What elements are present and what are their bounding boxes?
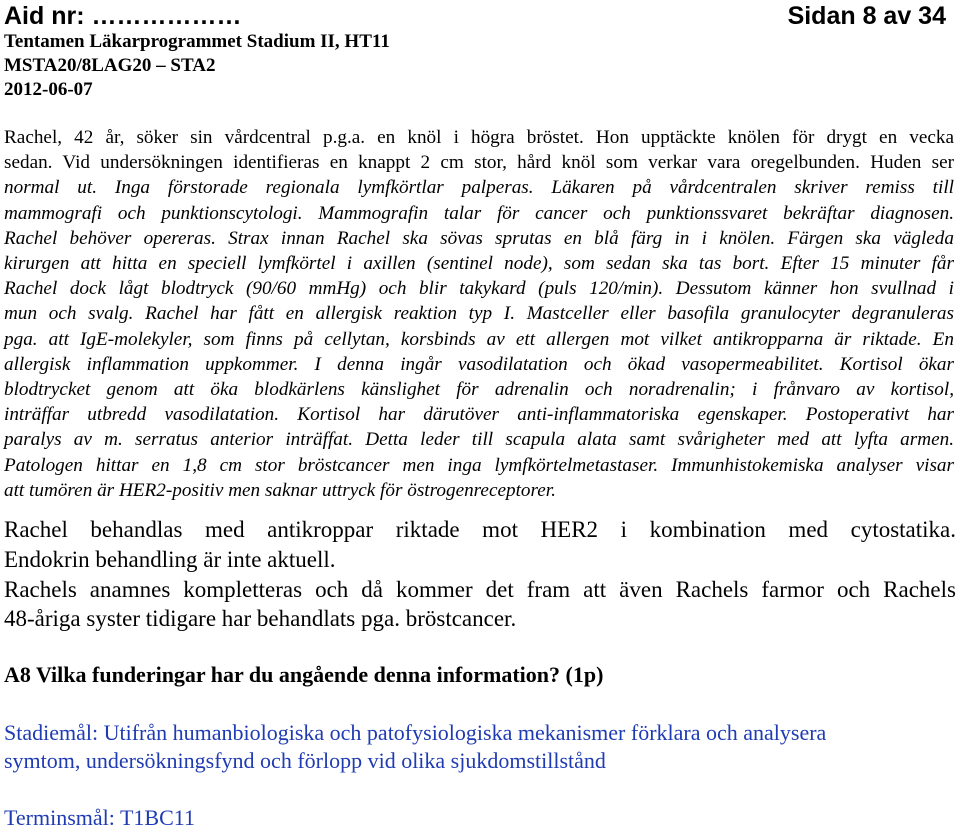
anamnesis-line: 48-åriga syster tidigare har behandlats pga. bröstcancer. <box>4 606 517 631</box>
stage-goal-line: symtom, undersökningsfynd och förlopp vid olika sjukdomstillstånd <box>4 748 606 773</box>
course-code: MSTA20/8LAG20 – STA2 <box>4 55 216 76</box>
case-line: blodtrycket genom att öka blodkärlens känslighet för adrenalin och noradrenalin; i frånvaro av kortisol, <box>4 379 954 401</box>
aid-number: Aid nr: ……………… <box>4 2 242 30</box>
exam-title: Tentamen Läkarprogrammet Stadium II, HT11 <box>4 31 390 52</box>
case-line: pga. att IgE-molekyler, som finns på cellytan, korsbinds av ett allergen mot vilket antikropparna är riktade. En <box>4 328 954 350</box>
treatment-paragraph <box>4 515 956 575</box>
exam-date: 2012-06-07 <box>4 79 93 100</box>
case-line: allergisk inflammation uppkommer. I denna ingår vasodilatation och ökad vasopermeabilitet. Kortisol ökar <box>4 353 954 375</box>
case-line: normal ut. Inga förstorade regionala lymfkörtlar palperas. Läkaren på vårdcentralen skriver remiss till <box>4 177 954 199</box>
case-line: sedan. Vid undersökningen identifieras en knappt 2 cm stor, hård knöl som verkar vara oregelbunden. Huden ser <box>4 152 954 174</box>
anamnesis-line: Rachels anamnes kompletteras och då kommer det fram att även Rachels farmor och Rachels <box>4 577 956 602</box>
case-line: Rachel, 42 år, söker sin vårdcentral p.g.a. en knöl i högra bröstet. Hon upptäckte knölen för drygt en vecka <box>4 127 954 148</box>
case-description <box>4 125 954 503</box>
anamnesis-paragraph <box>4 575 956 633</box>
stage-goal-line: Stadiemål: Utifrån humanbiologiska och patofysiologiska mekanismer förklara och analysera <box>4 720 827 745</box>
treatment-line: Rachel behandlas med antikroppar riktade mot HER2 i kombination med cytostatika. <box>4 517 956 542</box>
page-number: Sidan 8 av 34 <box>787 2 946 30</box>
treatment-line: Endokrin behandling är inte aktuell. <box>4 547 336 572</box>
case-line: kirurgen att hitta en speciell lymfkörtel i axillen (sentinel node), som sedan ska tas bort. Efter 15 minuter får <box>4 253 954 275</box>
case-line: Rachel behöver opereras. Strax innan Rachel ska sövas sprutas en blå färg in i knölen. Färgen ska vägleda <box>4 227 954 249</box>
case-line: inträffar utbredd vasodilatation. Kortisol har därutöver anti-inflammatoriska egenskaper. Postoperativt har <box>4 404 954 426</box>
question-a8: A8 Vilka funderingar har du angående denna information? (1p) <box>4 662 604 687</box>
case-line: paralys av m. serratus anterior inträffat. Detta leder till scapula alata samt svårigheter med att lyfta armen. <box>4 429 954 451</box>
page-header <box>4 0 954 34</box>
case-line: att tumören är HER2-positiv men saknar uttryck för östrogenreceptorer. <box>4 479 556 501</box>
case-line: mammografi och punktionscytologi. Mammografin talar för cancer och punktionssvaret bekräftar diagnosen. <box>4 202 954 224</box>
case-line: mun och svalg. Rachel har fått en allergisk reaktion typ I. Mastceller eller basofila granulocyter degranuleras <box>4 303 954 325</box>
case-line: Patologen hittar en 1,8 cm stor bröstcancer men inga lymfkörtelmetastaser. Immunhistokemiska analyser visar <box>4 454 954 476</box>
case-line: Rachel dock lågt blodtryck (90/60 mmHg) och blir takykard (puls 120/min). Dessutom känner hon svullnad i <box>4 278 954 300</box>
term-goal: Terminsmål: T1BC11 <box>4 805 195 830</box>
